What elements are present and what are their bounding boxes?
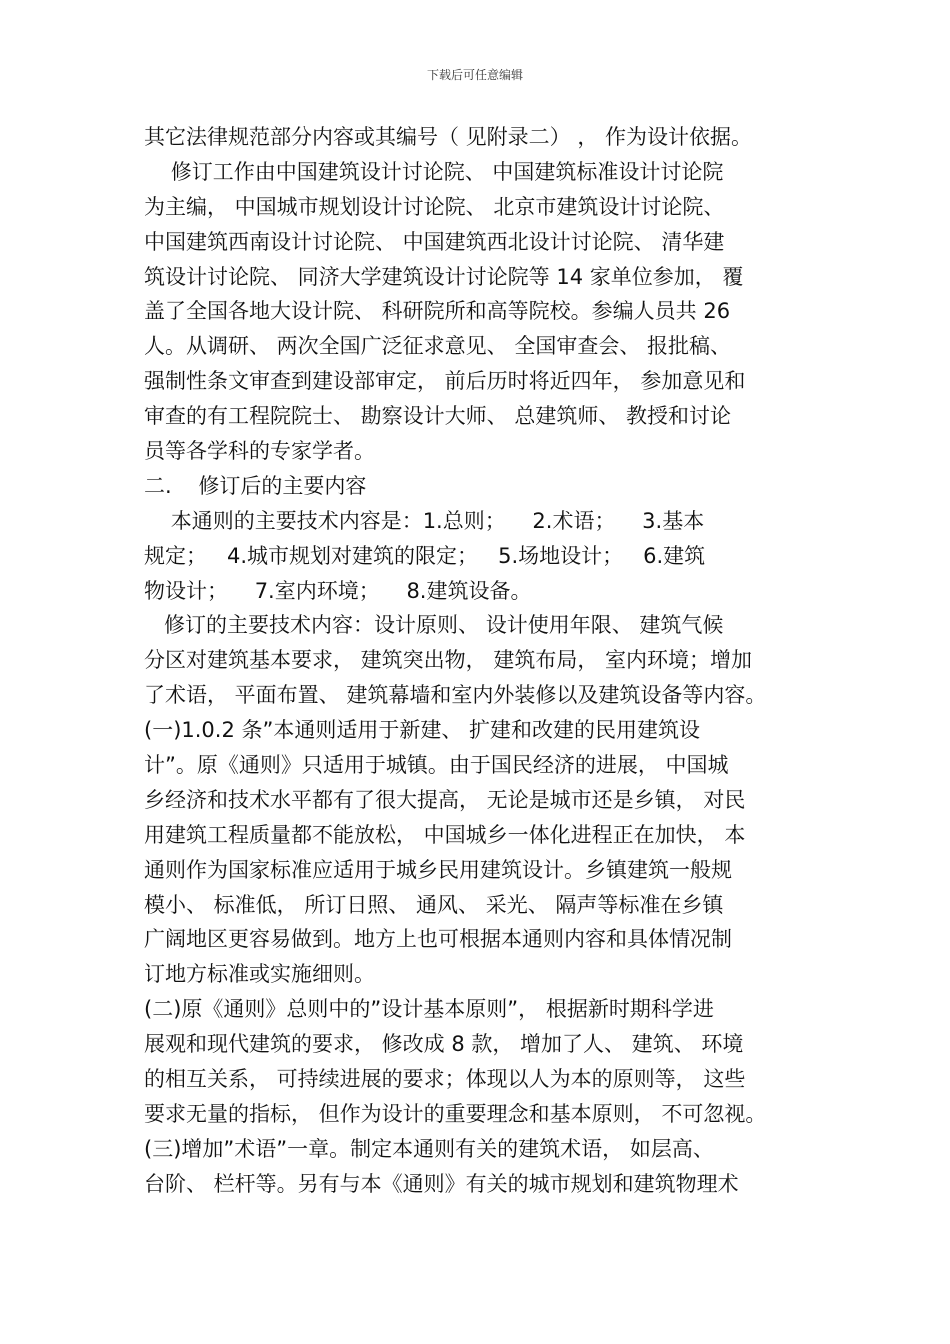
text-line: 模小、 标准低， 所订日照、 通风、 采光、 隔声等标准在乡镇 [144, 892, 724, 917]
text-line: 乡经济和技术水平都有了很大提高， 无论是城市还是乡镇， 对民 [144, 787, 746, 812]
text-line: 通则作为国家标准应适用于城乡民用建筑设计。乡镇建筑一般规 [144, 857, 732, 882]
document-body [144, 120, 824, 1202]
text-line: (二)原《通则》总则中的”设计基本原则”， 根据新时期科学进 [144, 997, 714, 1022]
text-line: 二. 修订后的主要内容 [144, 473, 367, 498]
text-line: 分区对建筑基本要求， 建筑突出物， 建筑布局， 室内环境；增加 [144, 648, 753, 673]
text-line: 中国建筑西南设计讨论院、 中国建筑西北设计讨论院、 清华建 [144, 229, 725, 254]
text-line: 要求无量的指标， 但作为设计的重要理念和基本原则， 不可忽视。 [144, 1101, 767, 1126]
text-line: 修订的主要技术内容：设计原则、 设计使用年限、 建筑气候 [144, 613, 724, 638]
text-line: 计”。原《通则》只适用于城镇。由于国民经济的进展， 中国城 [144, 753, 729, 778]
text-line: 筑设计讨论院、 同济大学建筑设计讨论院等 14 家单位参加， 覆 [144, 264, 744, 289]
text-line: 订地方标准或实施细则。 [144, 962, 375, 987]
text-line: 员等各学科的专家学者。 [144, 439, 375, 464]
text-line: 盖了全国各地大设计院、 科研院所和高等院校。参编人员共 26 [144, 299, 731, 324]
text-line: 审查的有工程院院士、 勘察设计大师、 总建筑师、 教授和讨论 [144, 404, 732, 429]
text-line: 人。从调研、 两次全国广泛征求意见、 全国审查会、 报批稿、 [144, 334, 732, 359]
text-line: 物设计； 7.室内环境； 8.建筑设备。 [144, 578, 532, 603]
text-line: (一)1.0.2 条”本通则适用于新建、 扩建和改建的民用建筑设 [144, 718, 701, 743]
text-line: 本通则的主要技术内容是：1.总则； 2.术语； 3.基本 [144, 508, 705, 533]
text-line: 的相互关系， 可持续进展的要求；体现以人为本的原则等， 这些 [144, 1067, 746, 1092]
text-line: 广阔地区更容易做到。地方上也可根据本通则内容和具体情况制 [144, 927, 732, 952]
text-line: 强制性条文审查到建设部审定， 前后历时将近四年， 参加意见和 [144, 369, 746, 394]
page-header: 下载后可任意编辑 [426, 68, 523, 82]
text-line: 修订工作由中国建筑设计讨论院、 中国建筑标准设计讨论院 [144, 159, 724, 184]
text-line: 其它法律规范部分内容或其编号（ 见附录二） ， 作为设计依据。 [144, 125, 753, 149]
text-line: (三)增加”术语”一章。制定本通则有关的建筑术语， 如层高、 [144, 1136, 714, 1161]
text-line: 规定； 4.城市规划对建筑的限定； 5.场地设计； 6.建筑 [144, 543, 706, 568]
text-line: 台阶、 栏杆等。另有与本《通则》有关的城市规划和建筑物理术 [144, 1171, 739, 1196]
text-line: 展观和现代建筑的要求， 修改成 8 款， 增加了人、 建筑、 环境 [144, 1032, 744, 1057]
text-line: 为主编， 中国城市规划设计讨论院、 北京市建筑设计讨论院、 [144, 194, 725, 219]
text-line: 了术语， 平面布置、 建筑幕墙和室内外装修以及建筑设备等内容。 [144, 683, 767, 708]
text-line: 用建筑工程质量都不能放松， 中国城乡一体化进程正在加快， 本 [144, 822, 746, 847]
